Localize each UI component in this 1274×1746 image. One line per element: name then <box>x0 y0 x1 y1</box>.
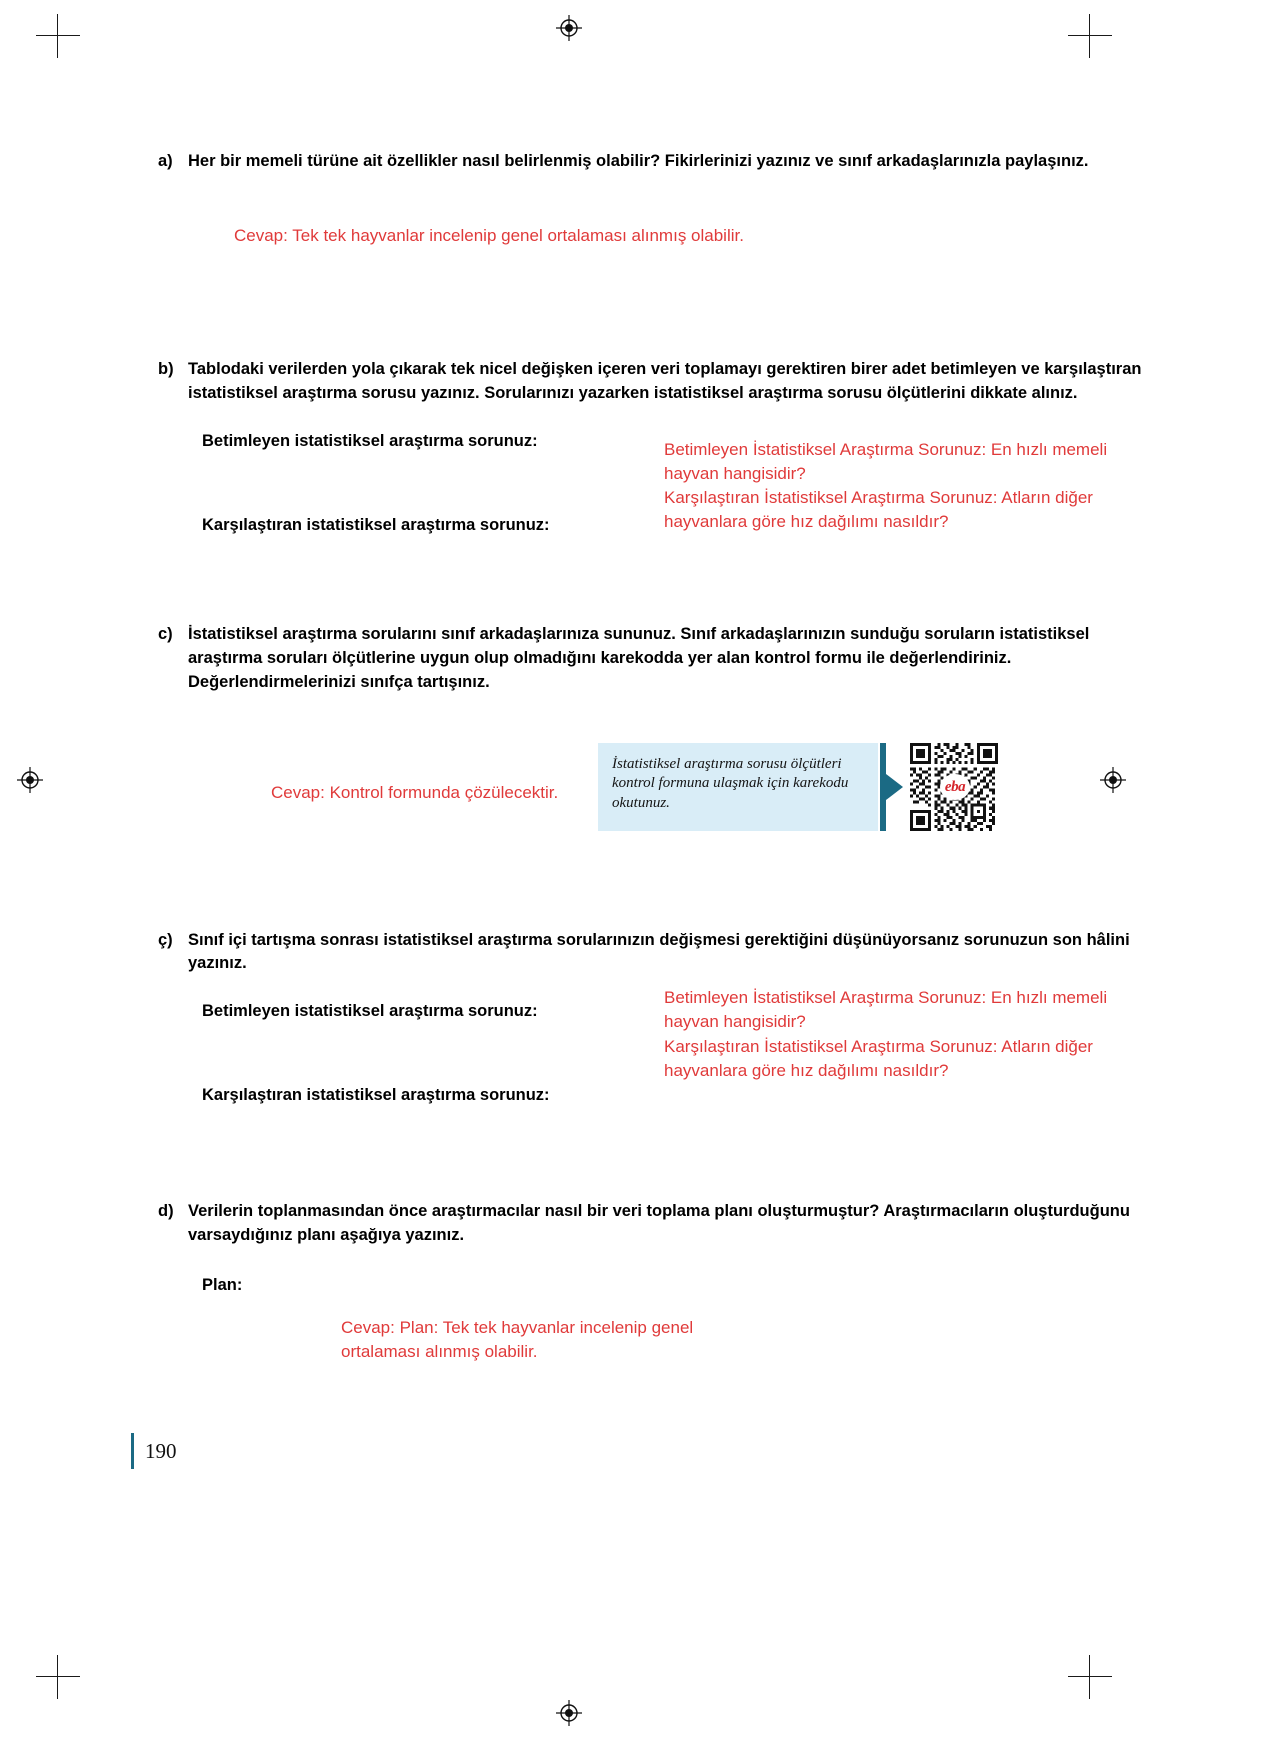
label-descriptive-question-c-cedilla: Betimleyen istatistiksel araştırma sorunuz: <box>202 1002 538 1021</box>
qr-callout-text: İstatistiksel araştırma sorusu ölçütleri kontrol formuna ulaşmak için karekodu okutunuz. <box>598 743 878 831</box>
qr-callout-arrow <box>878 743 904 831</box>
question-text-c: İstatistiksel araştırma sorularını sınıf arkadaşlarınıza sununuz. Sınıf arkadaşlarınızın sunduğu soruların istatistiksel araştırma soruları ölçütlerine uygun olup olmadığını karekodda yer alan kontrol formu ile değerlendiriniz. Değerlendirmelerinizi sınıfça tartışınız. <box>188 624 1090 691</box>
label-comparative-question-b: Karşılaştıran istatistiksel araştırma sorunuz: <box>202 515 550 534</box>
crop-mark-bottom-right-vertical <box>1089 1655 1090 1699</box>
question-text-d: Verilerin toplanmasından önce araştırmacılar nasıl bir veri toplama planı oluşturmuştur? Araştırmacıların oluşturduğunu varsaydığınız planı aşağıya yazınız. <box>188 1202 1130 1245</box>
question-text-c-cedilla: Sınıf içi tartışma sonrası istatistiksel araştırma sorularınızın değişmesi gerektiğini düşünüyorsanız sorunuzun son hâlini yazınız. <box>188 930 1130 973</box>
registration-mark-left <box>17 767 43 793</box>
page-footer <box>131 1433 177 1469</box>
answer-row-c <box>158 743 1148 843</box>
question-marker-a: a) <box>158 152 173 170</box>
registration-mark-top <box>556 15 582 41</box>
question-marker-c: c) <box>158 624 173 643</box>
crop-mark-top-left-vertical <box>57 14 58 58</box>
answer-group-b <box>664 438 1149 535</box>
arrow-right-icon <box>886 774 903 800</box>
question-block-d <box>158 1200 1148 1364</box>
question-block-b <box>158 358 1148 538</box>
question-row-a <box>158 150 1148 174</box>
answer-descriptive-b: Betimleyen İstatistiksel Araştırma Sorunuz: En hızlı memeli hayvan hangisidir? <box>664 439 1108 484</box>
answer-fields-c-cedilla <box>202 988 1147 1108</box>
label-descriptive-question-b: Betimleyen istatistiksel araştırma sorunuz: <box>202 431 538 450</box>
answer-text-c: Cevap: Kontrol formunda çözülecektir. <box>271 782 559 802</box>
answer-descriptive-c-cedilla: Betimleyen İstatistiksel Araştırma Sorunuz: En hızlı memeli hayvan hangisidir? <box>664 988 1108 1032</box>
question-row-b <box>158 358 1148 406</box>
answer-text-d: Cevap: Plan: Tek tek hayvanlar incelenip genel ortalaması alınmış olabilir. <box>341 1317 694 1362</box>
registration-mark-bottom <box>556 1700 582 1726</box>
question-row-c-cedilla <box>158 929 1148 977</box>
footer-rule <box>131 1433 134 1469</box>
question-row-c <box>158 623 1148 695</box>
answer-text-a: Cevap: Tek tek hayvanlar incelenip genel ortalaması alınmış olabilir. <box>234 225 744 245</box>
label-comparative-question-c-cedilla: Karşılaştıran istatistiksel araştırma sorunuz: <box>202 1086 550 1105</box>
crop-mark-top-left-horizontal <box>36 35 80 36</box>
crop-mark-bottom-right-horizontal <box>1068 1676 1112 1677</box>
page-content <box>158 150 1148 1364</box>
question-row-d <box>158 1200 1148 1248</box>
question-block-c-cedilla <box>158 929 1148 1109</box>
qr-code-icon[interactable] <box>910 743 998 831</box>
question-marker-b: b) <box>158 360 174 379</box>
crop-mark-top-right-vertical <box>1089 14 1090 58</box>
question-text-b: Tablodaki verilerden yola çıkarak tek nicel değişken içeren veri toplamayı gerektiren birer adet betimleyen ve karşılaştıran istatistiksel araştırma sorusu yazınız. Sorularınızı yazarken istatistiksel araştırma sorusu ölçütlerini dikkate alınız. <box>188 360 1142 402</box>
question-text-a: Her bir memeli türüne ait özellikler nasıl belirlenmiş olabilir? Fikirlerinizi yazınız ve sınıf arkadaşlarınızla paylaşınız. <box>188 152 1089 170</box>
page-number: 190 <box>145 1439 177 1463</box>
answer-fields-b <box>202 430 1147 538</box>
answer-comparative-c-cedilla: Karşılaştıran İstatistiksel Araştırma Sorunuz: Atların diğer hayvanlara göre hız dağılımı nasıldır? <box>664 1036 1093 1080</box>
crop-mark-top-right-horizontal <box>1068 35 1112 36</box>
qr-callout-box[interactable] <box>598 743 998 831</box>
crop-mark-bottom-left-horizontal <box>36 1676 80 1677</box>
label-plan-d: Plan: <box>202 1276 243 1295</box>
crop-mark-bottom-left-vertical <box>57 1655 58 1699</box>
question-block-c <box>158 623 1148 843</box>
answer-comparative-b: Karşılaştıran İstatistiksel Araştırma Sorunuz: Atların diğer hayvanlara göre hız dağılımı nasıldır? <box>664 488 1093 532</box>
question-marker-c-cedilla: ç) <box>158 930 173 949</box>
question-marker-d: d) <box>158 1202 174 1221</box>
answer-group-c-cedilla <box>664 986 1164 1083</box>
eba-logo-icon: eba <box>940 774 970 800</box>
question-block-a <box>158 150 1148 248</box>
